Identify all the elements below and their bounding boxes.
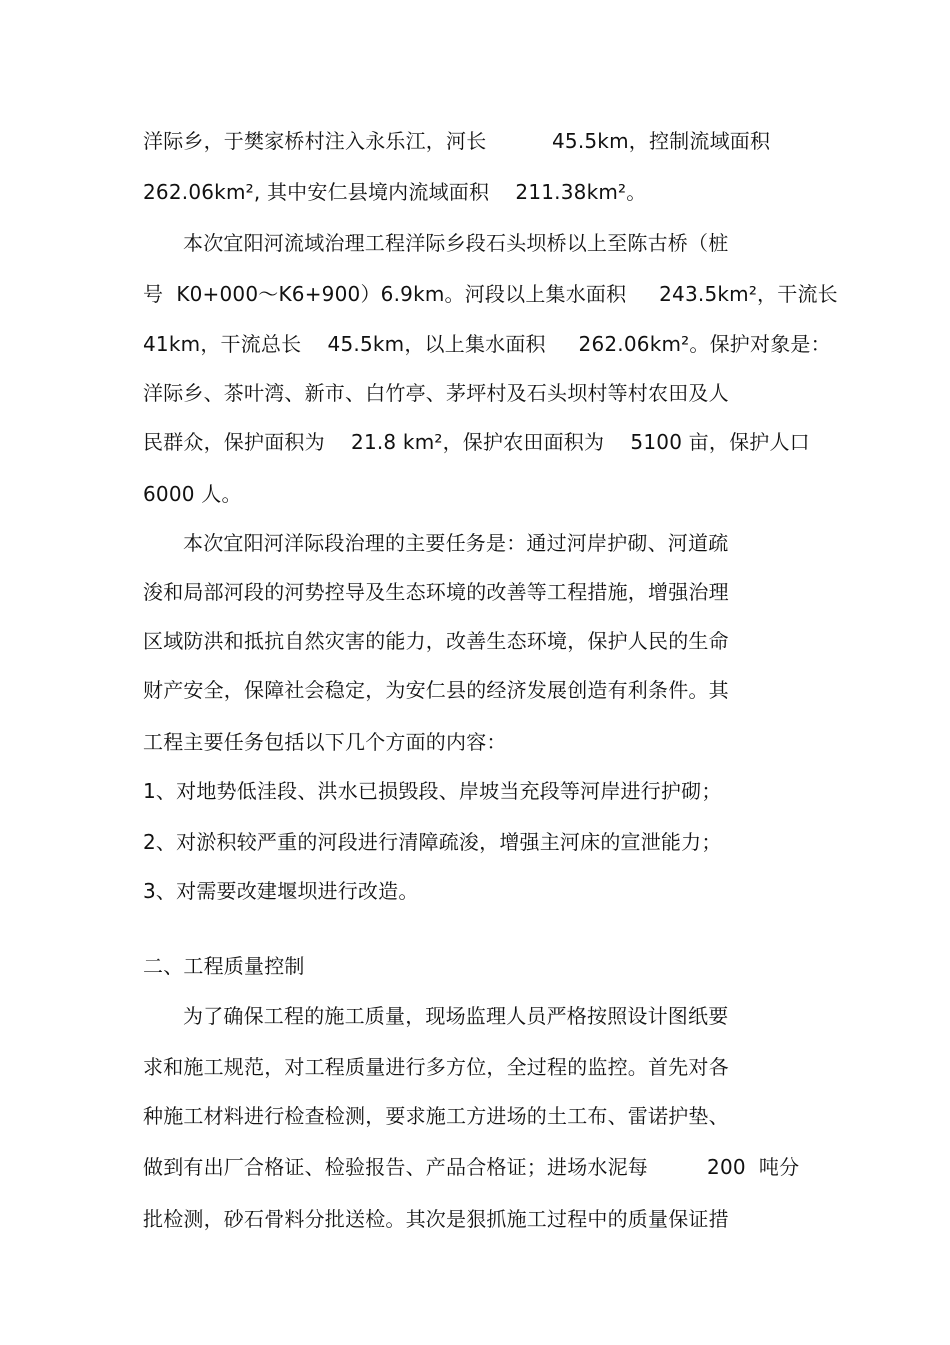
paragraph-start-line: 为了确保工程的施工质量，现场监理人员严格按照设计图纸要 xyxy=(183,1004,729,1028)
list-item-3: 3、对需要改建堰坝进行改造。 xyxy=(143,879,419,903)
paragraph-start-line: 本次宜阳河流域治理工程洋际乡段石头坝桥以上至陈古桥（桩 xyxy=(183,231,729,255)
section-heading: 二、工程质量控制 xyxy=(143,954,305,978)
body-text-line: 工程主要任务包括以下几个方面的内容： xyxy=(143,730,507,754)
body-text-line: 种施工材料进行检查检测，要求施工方进场的土工布、雷诺护垫、 xyxy=(143,1104,729,1128)
body-text-line: 批检测，砂石骨料分批送检。其次是狠抓施工过程中的质量保证措 xyxy=(143,1207,729,1231)
body-text-line: 洋际乡，于樊家桥村注入永乐江，河长 45.5km，控制流域面积 xyxy=(143,129,771,153)
body-text-line: 6000 人。 xyxy=(143,482,242,506)
body-text-line: 洋际乡、茶叶湾、新市、白竹亭、茅坪村及石头坝村等村农田及人 xyxy=(143,381,729,405)
body-text-line: 区域防洪和抵抗自然灾害的能力，改善生态环境，保护人民的生命 xyxy=(143,629,729,653)
body-text-line: 浚和局部河段的河势控导及生态环境的改善等工程措施，增强治理 xyxy=(143,580,729,604)
list-item-2: 2、对淤积较严重的河段进行清障疏浚，增强主河床的宣泄能力； xyxy=(143,830,722,854)
paragraph-start-line: 本次宜阳河洋际段治理的主要任务是：通过河岸护砌、河道疏 xyxy=(183,531,729,555)
body-text-line: 求和施工规范，对工程质量进行多方位，全过程的监控。首先对各 xyxy=(143,1055,729,1079)
body-text-line: 做到有出厂合格证、检验报告、产品合格证；进场水泥每 200 吨分 xyxy=(143,1155,800,1179)
body-text-line: 号 K0+000～K6+900）6.9km。河段以上集水面积 243.5km²，干流长 xyxy=(143,282,838,306)
body-text-line: 41km，干流总长 45.5km，以上集水面积 262.06km²。保护对象是： xyxy=(143,332,831,356)
body-text-line: 262.06km², 其中安仁县境内流域面积 211.38km²。 xyxy=(143,180,647,204)
body-text-line: 民群众，保护面积为 21.8 km²，保护农田面积为 5100 亩，保护人口 xyxy=(143,430,810,454)
list-item-1: 1、对地势低洼段、洪水已损毁段、岸坡当充段等河岸进行护砌； xyxy=(143,779,722,803)
body-text-line: 财产安全，保障社会稳定，为安仁县的经济发展创造有利条件。其 xyxy=(143,678,729,702)
